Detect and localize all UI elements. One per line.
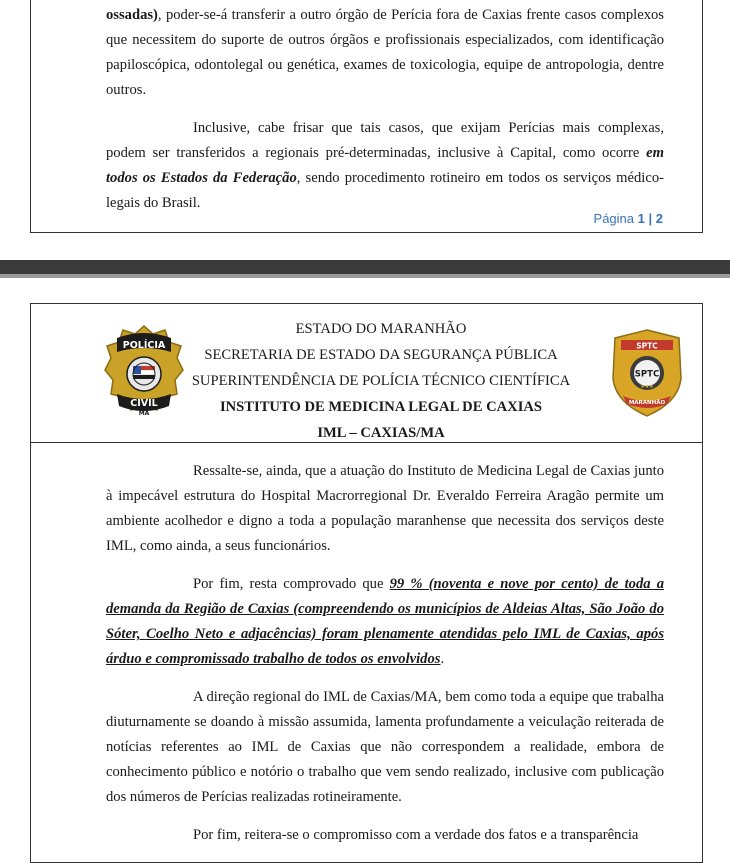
bold-text: ossadas) bbox=[106, 7, 158, 23]
sptc-center-text: SPTC bbox=[634, 369, 660, 380]
svg-text:★★★: ★★★ bbox=[640, 384, 654, 390]
page-separator-shadow bbox=[0, 274, 730, 278]
sptc-bottom-text: MARANHÃO bbox=[628, 400, 666, 406]
paragraph-text: , sendo procedimento rotineiro em todos os serviços médico-legais do Brasil. bbox=[106, 170, 664, 211]
header-line-secretariat: SECRETARIA DE ESTADO DA SEGURANÇA PÚBLICA bbox=[204, 347, 558, 363]
paragraph-text: Inclusive, cabe frisar que tais casos, que exijam Perícias mais complexas, podem ser transferidos a regionais pré-determinadas, inclusive à Capital, como ocorre bbox=[106, 120, 664, 161]
header-line-superintendence: SUPERINTENDÊNCIA DE POLÍCIA TÉCNICO CIENTÍFICA bbox=[191, 373, 571, 389]
header-line-institute: INSTITUTO DE MEDICINA LEGAL DE CAXIAS bbox=[219, 399, 543, 415]
emphasis-text: em todos os Estados da Federação bbox=[106, 145, 664, 186]
badge-state-text: MA bbox=[138, 410, 150, 417]
page2-paragraph-3: A direção regional do IML de Caxias/MA, bem como toda a equipe que trabalha diuturnamente se doando à missão assumida, lamenta profundamente a veiculação reiterada de notícias referentes ao IML de Caxias que não correspondem a realidade, embora de conhecimento público e notório o trabalho que vem sendo realizado, inclusive com publicação dos números de Perícias realizadas rotineiramente. bbox=[106, 689, 664, 805]
document-page-1 bbox=[30, 0, 703, 233]
page1-paragraph-1 bbox=[106, 3, 664, 103]
paragraph-text: Por fim, resta comprovado que bbox=[193, 576, 390, 592]
page-number-current: 1 bbox=[637, 211, 645, 226]
page2-paragraph-1: Ressalte-se, ainda, que a atuação do Instituto de Medicina Legal de Caxias junto à impecável estrutura do Hospital Macrorregional Dr. Everaldo Ferreira Aragão permite um ambiente acolhedor e digno a toda a população maranhense que necessita dos serviços deste IML, como ainda, a seus funcionários. bbox=[106, 463, 664, 554]
badge-top-text: POLÍCIA bbox=[122, 340, 166, 351]
badge-bottom-text: CIVIL bbox=[130, 398, 158, 409]
paragraph-text: , poder-se-á transferir a outro órgão de Perícia fora de Caxias frente casos complexos que necessitem do suporte de outros órgãos e profissionais especializados, com identificação papiloscópica, odontolegal ou genética, exames de toxicologia, equipe de antropologia, dentre outros. bbox=[106, 7, 664, 98]
page2-body bbox=[106, 459, 664, 848]
letterhead-text bbox=[151, 316, 611, 446]
paragraph-text: . bbox=[440, 651, 445, 667]
emphasis-text: 99 % (noventa e nove por cento) de toda a demanda da Região de Caxias (compreendendo os municípios de Aldeias Altas, São João do Sóter, Coelho Neto e adjacências) foram plenamente atendidas pelo IML de Caxias, após árduo e compromissado trabalho de todos os envolvidos bbox=[106, 576, 664, 667]
page-number-label: Página bbox=[593, 211, 635, 226]
page2-paragraph-2 bbox=[106, 572, 664, 672]
header-line-state: ESTADO DO MARANHÃO bbox=[295, 321, 467, 337]
sptc-badge-icon bbox=[609, 328, 685, 418]
document-page-2 bbox=[30, 303, 703, 863]
letterhead bbox=[31, 304, 702, 443]
header-line-iml: IML – CAXIAS/MA bbox=[317, 425, 445, 441]
page2-paragraph-4: Por fim, reitera-se o compromisso com a verdade dos fatos e a transparência bbox=[193, 827, 639, 843]
sptc-top-text: SPTC bbox=[636, 341, 658, 351]
page1-body bbox=[106, 3, 664, 216]
page-number bbox=[594, 211, 663, 226]
page-separator bbox=[0, 260, 730, 274]
page-number-total: 2 bbox=[655, 211, 663, 226]
page-number-separator: | bbox=[648, 211, 653, 226]
page1-paragraph-2 bbox=[106, 116, 664, 216]
